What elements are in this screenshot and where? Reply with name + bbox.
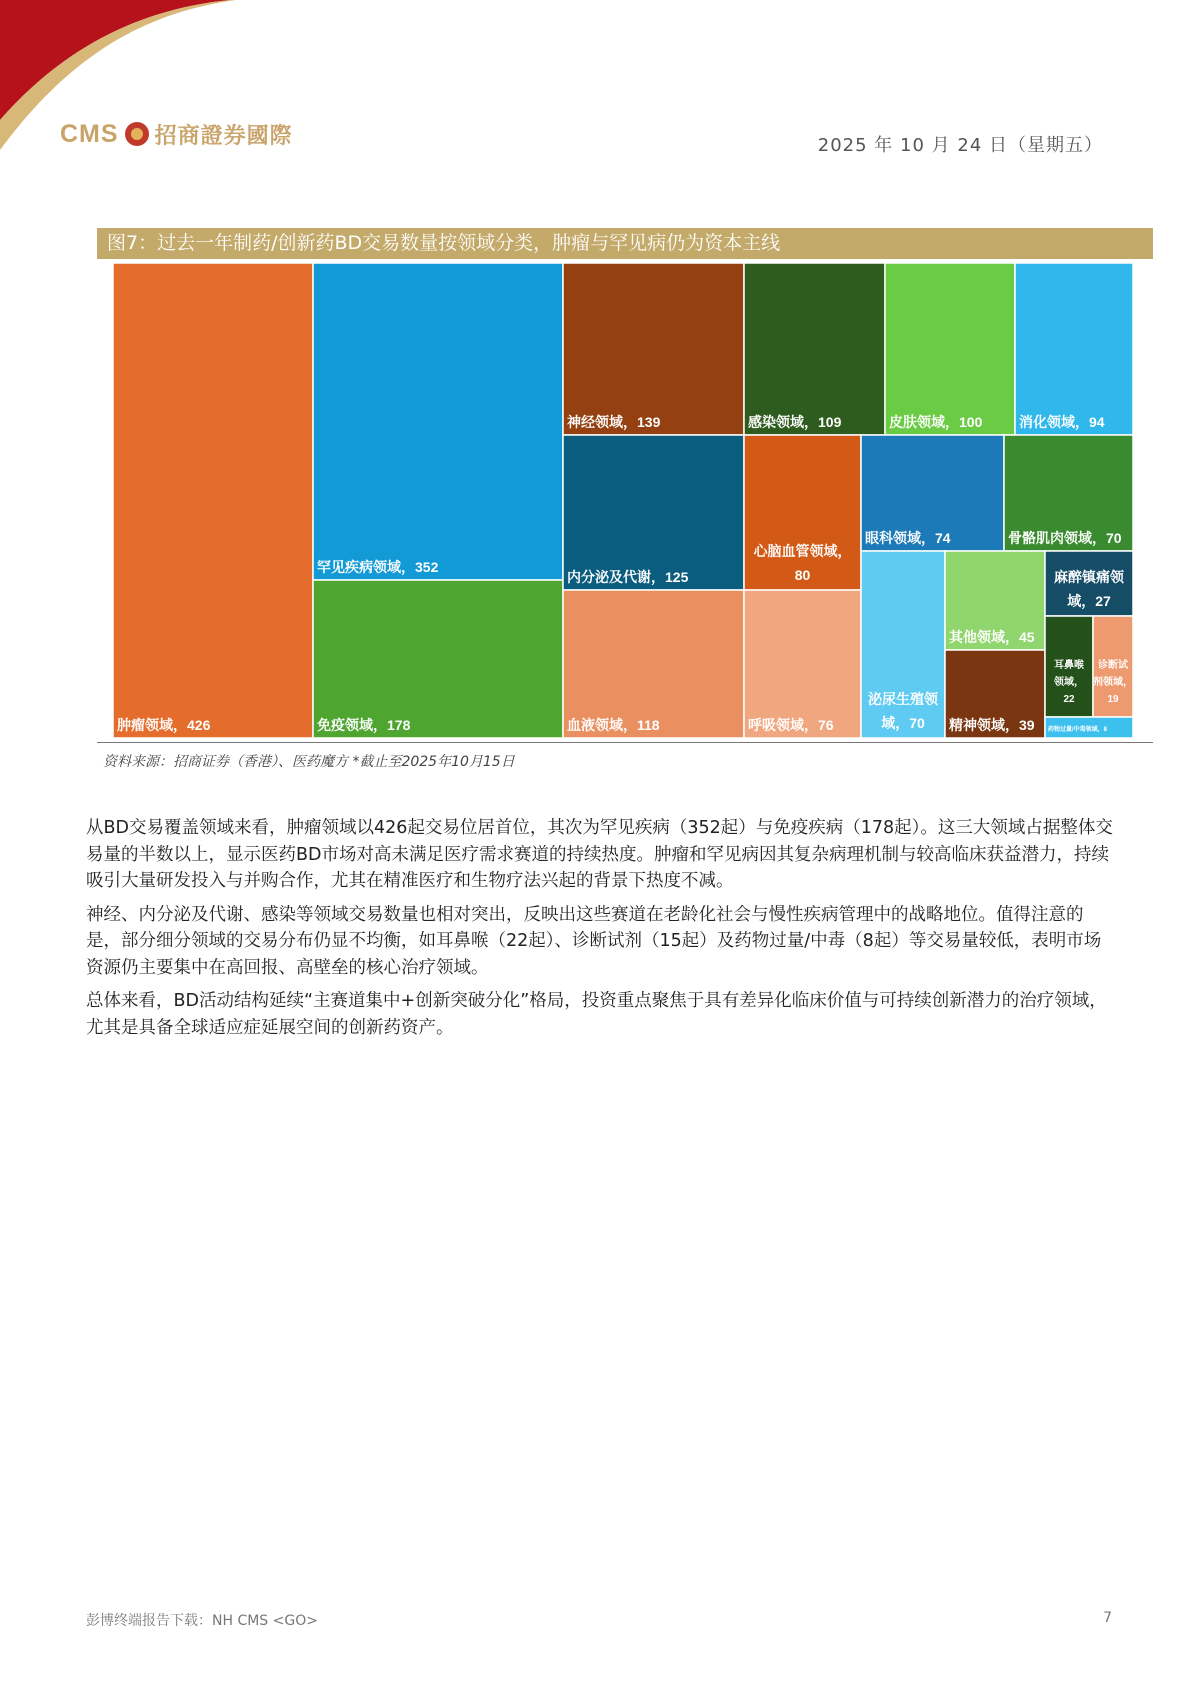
chart-bottom-rule (97, 742, 1153, 743)
treemap-svg (113, 263, 1133, 738)
treemap-tile (744, 263, 885, 435)
treemap-label: 耳鼻喉 (1054, 660, 1084, 671)
body-text (86, 815, 1116, 1048)
figure-source: 资料来源：招商证券（香港）、医药魔方 *截止至2025年10月15日 (103, 754, 515, 770)
paragraph-3: 总体来看，BD活动结构延续“主赛道集中+创新突破分化”格局，投资重点聚焦于具有差异化临床价值与可持续创新潜力的治疗领域，尤其是具备全球适应症延展空间的创新药资产。 (86, 991, 1107, 1038)
treemap-tile (1015, 263, 1133, 435)
treemap-label: 精神领域，39 (949, 717, 1035, 733)
logo-chinese: 招商證券國際 (154, 122, 293, 149)
treemap-label: 其他领域，45 (949, 629, 1035, 645)
treemap-label: 罕见疾病领域，352 (317, 559, 439, 575)
figure-title: 图7：过去一年制药/创新药BD交易数量按领域分类，肿瘤与罕见病仍为资本主线 (97, 228, 1153, 259)
treemap-label: 免疫领域，178 (317, 717, 411, 733)
treemap-label: 消化领域，94 (1019, 414, 1105, 430)
page-number: 7 (1103, 1610, 1112, 1626)
logo-emblem-icon (125, 122, 149, 146)
treemap-label: 神经领域，139 (567, 414, 661, 430)
treemap-tile (744, 590, 861, 738)
treemap-label: 麻醉镇痛领 (1054, 569, 1124, 585)
treemap-label: 泌尿生殖领 (868, 691, 938, 707)
treemap-tile (113, 263, 313, 738)
treemap-tile (313, 580, 563, 738)
treemap-label: 内分泌及代谢，125 (567, 569, 689, 585)
paragraph-1: 从BD交易覆盖领域来看，肿瘤领域以426起交易位居首位，其次为罕见疾病（352起）与免疫疾病（178起）。这三大领域占据整体交易量的半数以上，显示医药BD市场对高未满足医疗需求赛道的持续热度。肿瘤和罕见病因其复杂病理机制与较高临床获益潜力，持续吸引大量研发投入与并购合作，尤其在精准医疗和生物疗法兴起的背景下热度不减。 (86, 818, 1113, 891)
footer-download-note: 彭博终端报告下载：NH CMS <GO> (86, 1613, 318, 1629)
paragraph-2: 神经、内分泌及代谢、感染等领域交易数量也相对突出，反映出这些赛道在老龄化社会与慢性疾病管理中的战略地位。值得注意的是，部分细分领域的交易分布仍显不均衡，如耳鼻喉（22起）、诊断试剂（15起）及药物过量/中毒（8起）等交易量较低，表明市场资源仍主要集中在高回报、高壁垒的核心治疗领域。 (86, 904, 1102, 978)
logo-latin: CMS (60, 119, 119, 148)
treemap-tile (885, 263, 1015, 435)
treemap-label: 感染领域，109 (748, 414, 842, 430)
treemap-tile (563, 435, 744, 590)
treemap-label: 皮肤领域，100 (889, 414, 983, 430)
treemap-label: 眼科领域，74 (865, 530, 951, 546)
treemap-chart (113, 263, 1133, 738)
treemap-tile (563, 263, 744, 435)
treemap-label: 心脑血管领域， (753, 543, 852, 559)
treemap-tile (313, 263, 563, 580)
treemap-label: 剂领域， (1093, 677, 1133, 688)
logo (60, 116, 293, 152)
treemap-tile (861, 551, 945, 738)
treemap-label: 诊断试 (1098, 660, 1128, 671)
treemap-label: 领域， (1054, 677, 1084, 688)
treemap-label: 血液领域，118 (567, 717, 660, 733)
treemap-label: 药物过量/中毒领域，8 (1048, 727, 1108, 733)
report-date: 2025 年 10 月 24 日（星期五） (817, 135, 1103, 156)
treemap-label: 域，70 (881, 715, 925, 731)
treemap-tile (563, 590, 744, 738)
treemap-label: 19 (1107, 694, 1119, 705)
treemap-label: 呼吸领域，76 (748, 717, 834, 733)
treemap-label: 22 (1063, 694, 1075, 705)
treemap-label: 骨骼肌肉领域，70 (1008, 530, 1122, 546)
treemap-label: 80 (794, 567, 811, 583)
treemap-label: 肿瘤领域，426 (117, 717, 211, 733)
treemap-label: 域，27 (1067, 593, 1111, 609)
